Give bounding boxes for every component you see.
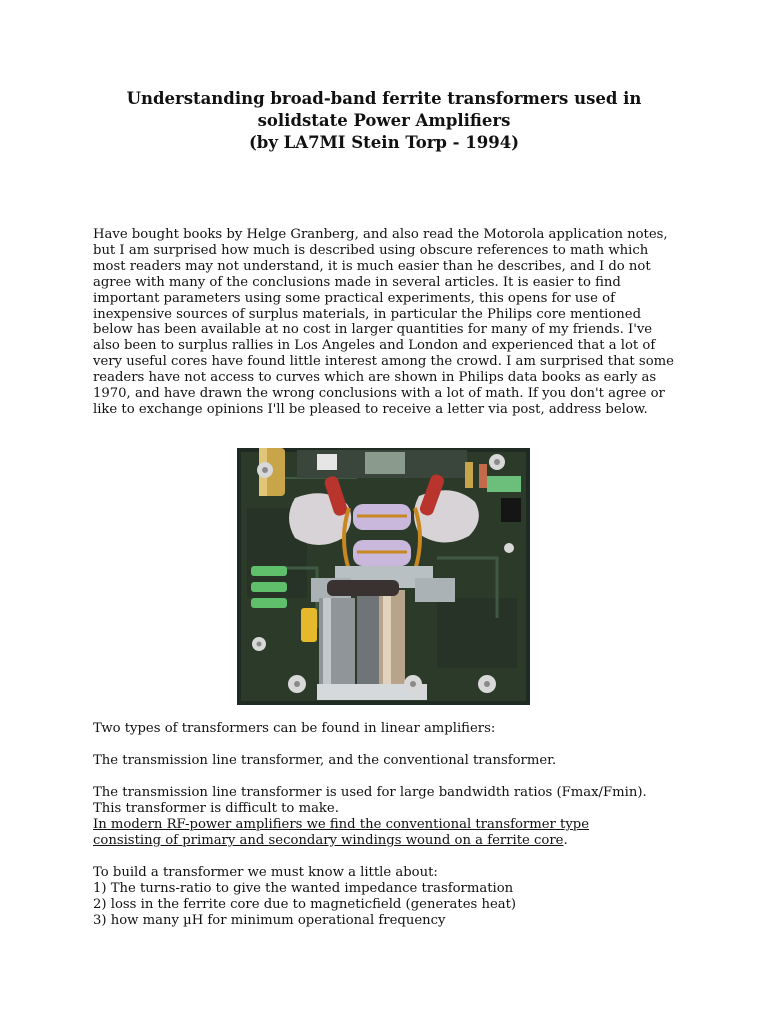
document-title <box>0 88 768 154</box>
transmission-line-text-1: The transmission line transformer is used for large bandwidth ratios (Fmax/Fmin). <box>93 785 647 800</box>
types-list: The transmission line transformer, and the conventional transformer. <box>93 753 557 768</box>
title-line-1: Understanding broad-band ferrite transformers used in <box>126 89 642 108</box>
build-item-2: 2) loss in the ferrite core due to magneticfield (generates heat) <box>93 897 517 912</box>
title-line-2: solidstate Power Amplifiers <box>257 111 511 130</box>
amplifier-board-photo <box>237 448 530 705</box>
conventional-underlined-1: In modern RF-power amplifiers we find the conventional transformer type <box>93 817 590 832</box>
conventional-text-2 <box>93 833 693 849</box>
conventional-text-1 <box>93 817 693 833</box>
intro-paragraph: Have bought books by Helge Granberg, and also read the Motorola application notes, but I am surprised how much is described using obscure references to math which most readers may not understand, it is much easier than he describes, and I do not agree with many of the conclusions made in several articles. It is easier to find important parameters using some practical experiments, this opens for use of inexpensive sources of surplus materials, in particular the Philips core mentioned below has been available at no cost in larger quantities for many of my friends. I've also been to surplus rallies in Los Angeles and London and experienced that a lot of very useful cores have found little interest among the crowd. I am surprised that some readers have not access to curves which are shown in Philips data books as early as 1970, and have drawn the wrong conclusions with a lot of math. If you don't agree or like to exchange opinions I'll be pleased to receive a letter via post, address below. <box>93 227 674 417</box>
build-intro: To build a transformer we must know a little about: <box>93 865 438 880</box>
build-item-3: 3) how many µH for minimum operational frequency <box>93 913 446 928</box>
title-line-3: (by LA7MI Stein Torp - 1994) <box>248 133 520 152</box>
types-intro: Two types of transformers can be found in linear amplifiers: <box>93 721 496 736</box>
conventional-period: . <box>563 833 568 848</box>
transmission-line-text-2: This transformer is difficult to make. <box>93 801 339 816</box>
conventional-underlined-2: consisting of primary and secondary windings wound on a ferrite core <box>93 833 564 848</box>
build-item-1: 1) The turns-ratio to give the wanted impedance trasformation <box>93 881 514 896</box>
